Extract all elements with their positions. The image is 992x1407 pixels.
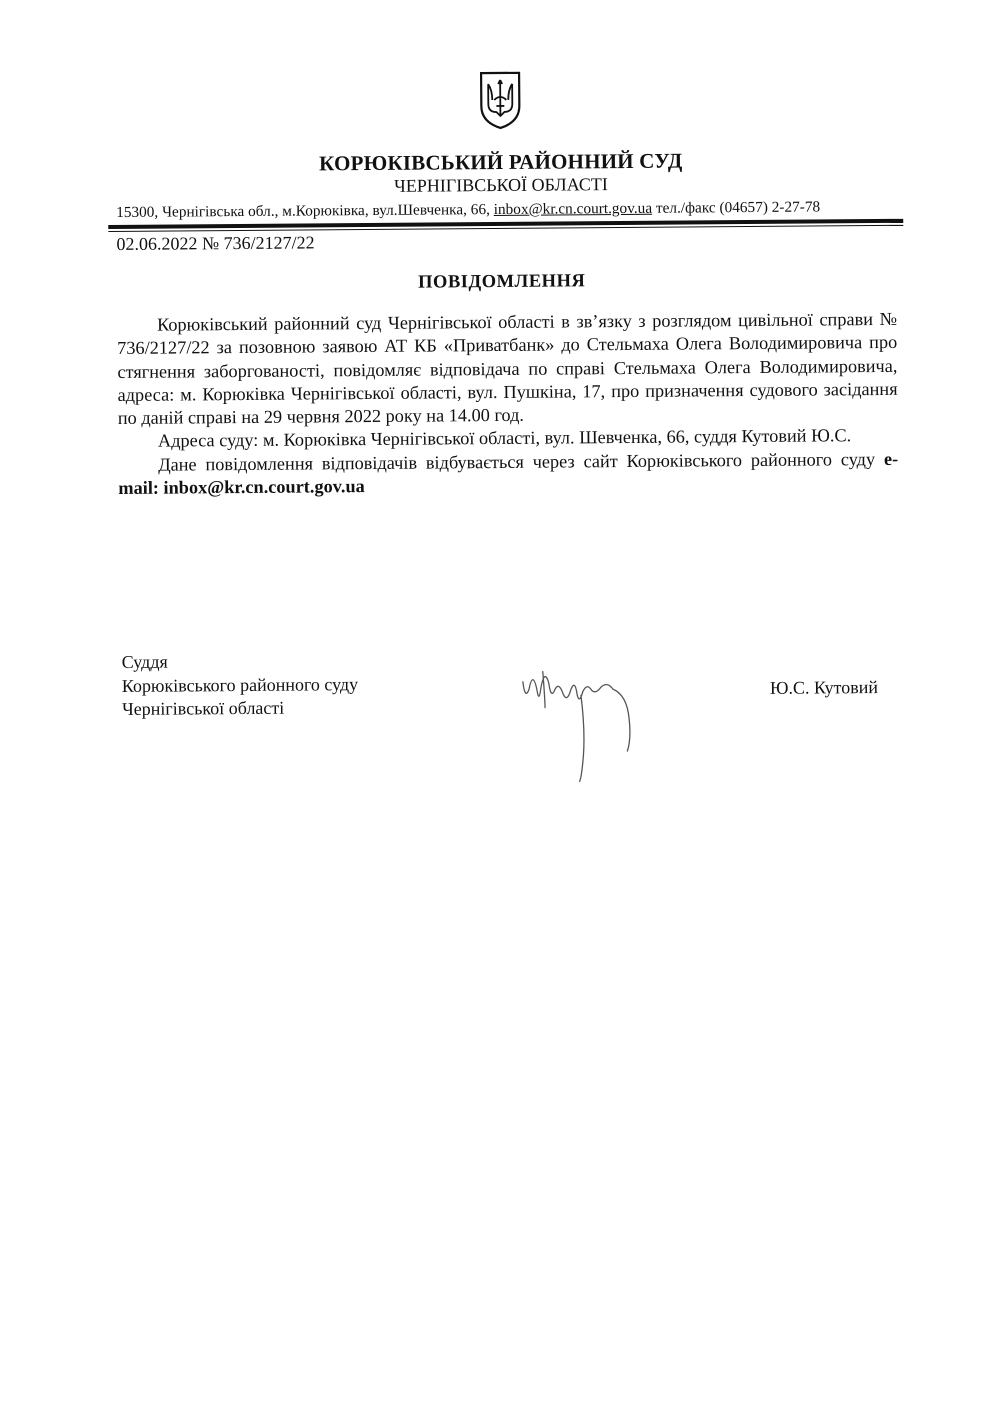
document-body <box>117 308 898 500</box>
coat-of-arms-icon <box>478 70 522 130</box>
paragraph-notice: Корюківський районний суд Чернігівської області в зв’язку з розглядом цивільної справи № 736/2127/22 за позовною заявою АТ КБ «Приватбанк» до Стельмаха Олега Володимировича про стягнення заборгованості, повідомляє відповідача по справі Стельмаха Олега Володимировича, адреса: м. Корюківка Чернігівської області, вул. Пушкіна, 17, про призначення судового засідання по даній справі на 29 червня 2022 року на 14.00 год. <box>117 308 898 429</box>
signatory-title <box>122 649 359 721</box>
signatory-position: Суддя <box>121 651 168 672</box>
handwritten-signature <box>515 659 646 785</box>
notification-email: e-mail: inbox@kr.cn.court.gov.ua <box>118 448 899 499</box>
paragraph-court-address: Адреса суду: м. Корюківка Чернігівської області, вул. Шевченка, 66, суддя Кутовий Ю.С. <box>157 425 852 452</box>
document-title: ПОВІДОМЛЕННЯ <box>418 271 586 293</box>
court-email-link[interactable]: inbox@kr.cn.court.gov.ua <box>493 199 653 219</box>
court-name: КОРЮКІВСЬКИЙ РАЙОННИЙ СУД <box>319 148 683 176</box>
court-region: ЧЕРНІГІВСЬКОЇ ОБЛАСТІ <box>394 174 608 196</box>
paragraph-notification-text: Дане повідомлення відповідачів відбувається через сайт Корюківського районного суду <box>158 448 884 475</box>
signatory-name: Ю.С. Кутовий <box>769 677 879 698</box>
court-contacts <box>116 198 901 222</box>
document-number: 02.06.2022 № 736/2127/22 <box>116 232 315 254</box>
court-phone: тел./факс (04657) 2-27-78 <box>652 198 821 217</box>
court-address: 15300, Чернігівська обл., м.Корюківка, вул.Шевченка, 66, <box>116 201 494 221</box>
signatory-region: Чернігівської області <box>121 697 285 719</box>
signatory-court: Корюківського районного суду <box>121 673 359 696</box>
paragraph-notification-method <box>118 448 898 501</box>
